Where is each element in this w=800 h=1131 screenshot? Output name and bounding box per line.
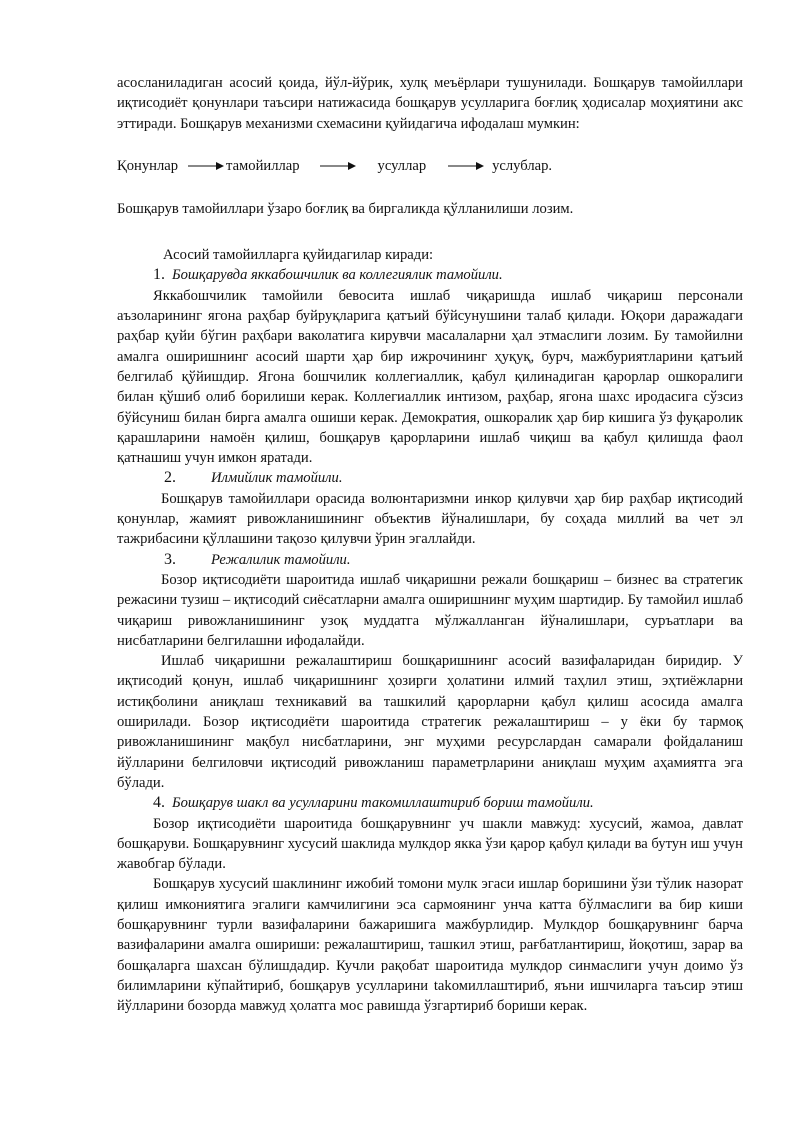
paragraph-scientific: Бошқарув тамойиллари орасида волюнтаризмни инкор қилувчи ҳар бир раҳбар иқтисодий қонунлар, жамият ривожланишининг объектив йўналишлари, бу соҳада миллий ва чет эл тажрибасини қўллашини тақозо қилувчи ўрин эгаллайди. <box>117 490 743 548</box>
scheme-item-principles: тамойиллар <box>226 157 300 174</box>
heading-principle-4 <box>117 793 743 813</box>
paragraph-unity-command: Яккабошчилик тамойили бевосита ишлаб чиқаришда ишлаб чиқариш персонали аъзоларининг ягона раҳбар буйруқларига қатъий бўйсунушини талаб қилади. Юқори даражадаги раҳбар қуйи бўгин раҳбари ваколатига кирувчи масалаларни ҳал этмаслиги лозим. Бу тамойилни амалга оширишнинг асосий шарти ҳар бир ижрочининг ҳуқуқ, бурч, мажбуриятларини қатъий белгилаб қўйишдир. Ягона бошчилик коллегиаллик, қабул қилинадиган қарорлар ошкоралиги билан қўшиб олиб борилиши керак. Коллегиаллик интизом, раҳбар, ягона шахс иродасига сўзсиз бўйсуниш билан бирга амалга ошиши керак. Демократия, ошкоралик ҳар бир кишига ўз фуқаролик қарашларини намоён қилиш, бошқарув қарорларини ишлаб чиқиш ва қабул қилишда фаол қатнашиш учун имкон яратади. <box>117 287 743 467</box>
paragraph-forms-1: Бозор иқтисодиёти шароитида бошқарувнинг уч шакли мавжуд: хусусий, жамоа, давлат бошқаруви. Бошқарувнинг хусусий шаклида мулкдор якка ўзи қарор қабул қилади ва бутун иш учун жавобгар бўлади. <box>117 815 743 873</box>
heading-title: Бошқарув шакл ва усулларини такомиллаштириб бориш тамойили. <box>172 795 594 812</box>
scheme-item-methods: усуллар <box>377 157 427 174</box>
arrow-right-icon <box>188 161 224 171</box>
heading-principle-2 <box>117 468 743 488</box>
heading-number: 4. <box>153 794 165 812</box>
paragraph-interrelation: Бошқарув тамойиллари ўзаро боғлиқ ва биргаликда қўлланилиши лозим. <box>117 200 574 217</box>
document-page <box>117 73 743 1016</box>
paragraph-forms-2: Бошқарув хусусий шаклининг ижобий томони мулк эгаси ишлар боришини ўзи тўлик назорат қилиш имкониятига эгалиги камчилигини эса сармоянинг унча катта бўлмаслиги ва бир киши бошқарувнинг турли вазифаларини бажаришига мажбурлидир. Мулкдор бошқарувнинг барча вазифаларини амалга ошириши: режалаштириш, ташкил этиш, рағбатлантириш, йоқотиш, зарар ва бошқаларга шахсан бўлишдадир. Кучли рақобат шароитида мулкдор синмаслиги учун доимо ўз билимларини кўпайтириб, бошқарув усулларини takомиллаштириб, яъни ишчиларга таъсир этиш йўлларини бозорда мавжуд ҳолатга мос равишда ўзгартириб бориши керак. <box>117 876 743 1015</box>
heading-principle-1 <box>117 265 743 285</box>
scheme-item-styles: услублар. <box>492 157 553 174</box>
arrow-right-icon <box>318 161 358 171</box>
heading-title: Илмийлик тамойили. <box>211 470 343 487</box>
heading-number: 3. <box>164 550 176 568</box>
heading-number: 2. <box>164 469 176 487</box>
heading-principle-3 <box>117 550 743 570</box>
paragraph-planning-1: Бозор иқтисодиёти шароитида ишлаб чиқаришни режали бошқариш – бизнес ва стратегик режасини тузиш – иқтисодий сиёсатларни амалга оширишнинг муҳим шартидир. Бу тамойил ишлаб чиқариш ривожланишининг узоқ муддатга мўлжалланган йўналишлари, суръатлари ва нисбатларини белгилашни ифодалайди. <box>117 571 743 649</box>
paragraph-principles-intro: Асосий тамойилларга қуйидагилар киради: <box>163 247 434 264</box>
management-scheme <box>117 156 743 176</box>
heading-number: 1. <box>153 266 165 284</box>
scheme-item-laws: Қонунлар <box>117 157 179 174</box>
heading-title: Режалилик тамойили. <box>211 551 351 568</box>
arrow-right-icon <box>446 161 486 171</box>
paragraph-intro: асосланиладиган асосий қоида, йўл-йўрик, хулқ меъёрлари тушунилади. Бошқарув тамойиллари иқтисодиёт қонунлари таъсири натижасида бошқарув усулларига боғлиқ ҳодисалар моҳиятини акс эттиради. Бошқарув механизми схемасини қуйидагича ифодалаш мумкин: <box>117 75 743 132</box>
paragraph-planning-2: Ишлаб чиқаришни режалаштириш бошқаришнинг асосий вазифаларидан биридир. У иқтисодий қонун, ишлаб чиқаришнинг ҳозирги ҳолатини илмий таҳлил этиш, эҳтиёжларни истиқболини аниқлаш техникавий ва ташкилий қарорларни қабул қилиш асосида амалга оширилади. Бозор иқтисодиёти шароитида стратегик режалаштириш – у ёки бу тармоқ ривожланишининг мақбул нисбатларини, энг муҳими ресурслардан самарали фойдаланиш йўлларини белгиловчи иқтисодий ривожланиш параметрларини аниқлаш муҳим аҳамиятга эга бўлади. <box>117 653 743 791</box>
heading-title: Бошқарувда яккабошчилик ва коллегиялик тамойили. <box>172 267 503 284</box>
